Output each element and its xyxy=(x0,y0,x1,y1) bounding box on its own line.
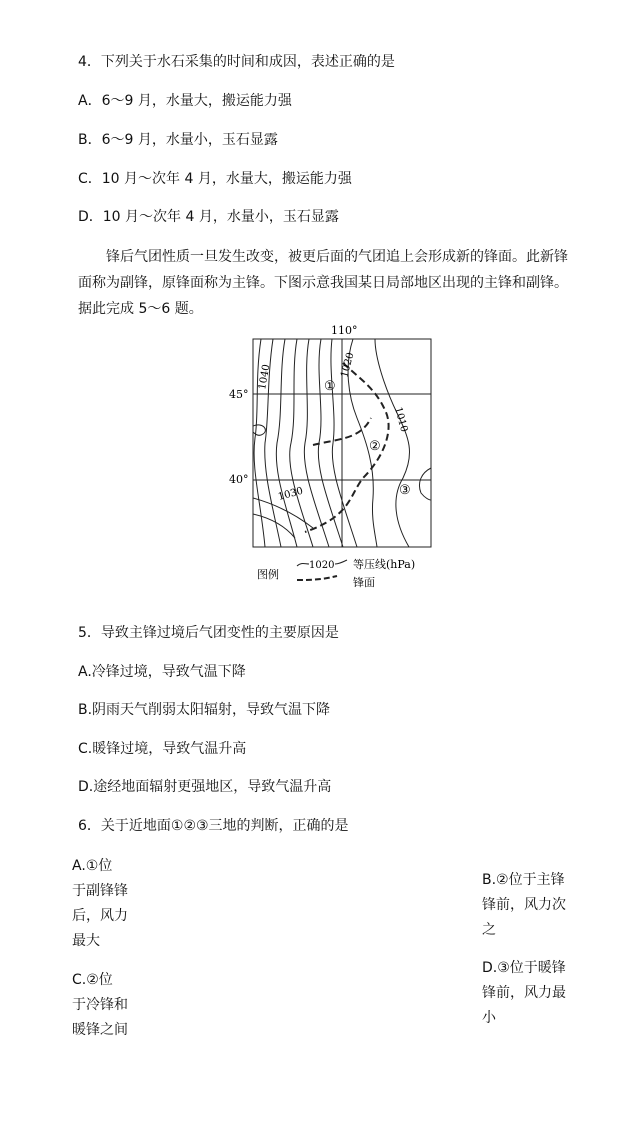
legend-front-line xyxy=(297,576,337,580)
q5-option-d: D.途经地面辐射更强地区，导致气温升高 xyxy=(78,779,332,795)
lat-label-45: 45° xyxy=(229,388,249,401)
passage-line: 锋后气团性质一旦发生改变，被更后面的气团追上会形成新的锋面。此新锋 xyxy=(106,249,568,265)
q6-option-a-line: 最大 xyxy=(72,933,100,949)
q6-option-a-line: A.①位 xyxy=(72,858,113,874)
passage-line: 据此完成 5～6 题。 xyxy=(78,301,203,317)
q5-option-a: A.冷锋过境，导致气温下降 xyxy=(78,664,246,680)
passage xyxy=(78,244,618,322)
legend-isobar-line xyxy=(335,560,347,564)
q6-option-c-line: 暖锋之间 xyxy=(72,1022,128,1038)
q6-option-d xyxy=(482,956,566,1031)
q5-option-c: C.暖锋过境，导致气温升高 xyxy=(78,741,247,757)
legend-isobar-value: 1020 xyxy=(309,560,335,571)
legend-isobar-line xyxy=(297,564,309,567)
q6-option-a-line: 于副锋锋 xyxy=(72,883,128,899)
q6-option-b-line: 之 xyxy=(482,922,496,938)
q6-option-a-line: 后，风力 xyxy=(72,908,128,924)
q6-option-b xyxy=(482,868,566,943)
q6-option-b-line: 锋前，风力次 xyxy=(482,897,566,913)
q5-option-b: B.阴雨天气削弱太阳辐射，导致气温下降 xyxy=(78,702,331,718)
point-1: ① xyxy=(324,379,336,394)
isobar-label-1010: 1010 xyxy=(392,405,410,434)
q4-option-d: D．10 月～次年 4 月，水量小，玉石显露 xyxy=(78,209,339,225)
lon-label: 110° xyxy=(331,324,358,337)
legend-isobar-desc: 等压线(hPa) xyxy=(353,558,416,571)
q4-stem: 4．下列关于水石采集的时间和成因，表述正确的是 xyxy=(78,54,395,70)
point-3: ③ xyxy=(399,483,411,498)
legend-front-desc: 锋面 xyxy=(353,576,375,589)
q6-option-b-line: B.②位于主锋 xyxy=(482,872,565,888)
q4-option-b: B．6～9 月，水量小，玉石显露 xyxy=(78,132,278,148)
q6-stem: 6．关于近地面①②③三地的判断，正确的是 xyxy=(78,818,349,834)
q6-option-d-line: 锋前，风力最 xyxy=(482,985,566,1001)
q6-option-c-line: 于冷锋和 xyxy=(72,997,128,1013)
isobar xyxy=(419,468,431,500)
isobar-label-1020: 1020 xyxy=(339,351,357,379)
q4-option-a: A．6～9 月，水量大，搬运能力强 xyxy=(78,93,292,109)
q6-option-c-line: C.②位 xyxy=(72,972,113,988)
q6-option-d-line: 小 xyxy=(482,1010,496,1026)
isobar xyxy=(318,339,343,547)
q6-option-a xyxy=(72,854,128,954)
q6-option-c xyxy=(72,968,128,1043)
q6-option-d-line: D.③位于暖锋 xyxy=(482,960,566,976)
lat-label-40: 40° xyxy=(229,473,249,486)
isobar xyxy=(290,339,313,547)
isobar-label-1030: 1030 xyxy=(276,485,305,503)
q5-stem: 5．导致主锋过境后气团变性的主要原因是 xyxy=(78,625,339,641)
point-2: ② xyxy=(369,439,381,454)
passage-line: 面称为副锋，原锋面称为主锋。下图示意我国某日局部地区出现的主锋和副锋。 xyxy=(78,275,568,291)
isobar-label-1040: 1040 xyxy=(257,363,273,391)
legend-title: 图例 xyxy=(257,568,279,581)
isobar xyxy=(253,425,265,435)
q4-option-c: C．10 月～次年 4 月，水量大，搬运能力强 xyxy=(78,171,352,187)
front-map-figure xyxy=(225,318,445,593)
